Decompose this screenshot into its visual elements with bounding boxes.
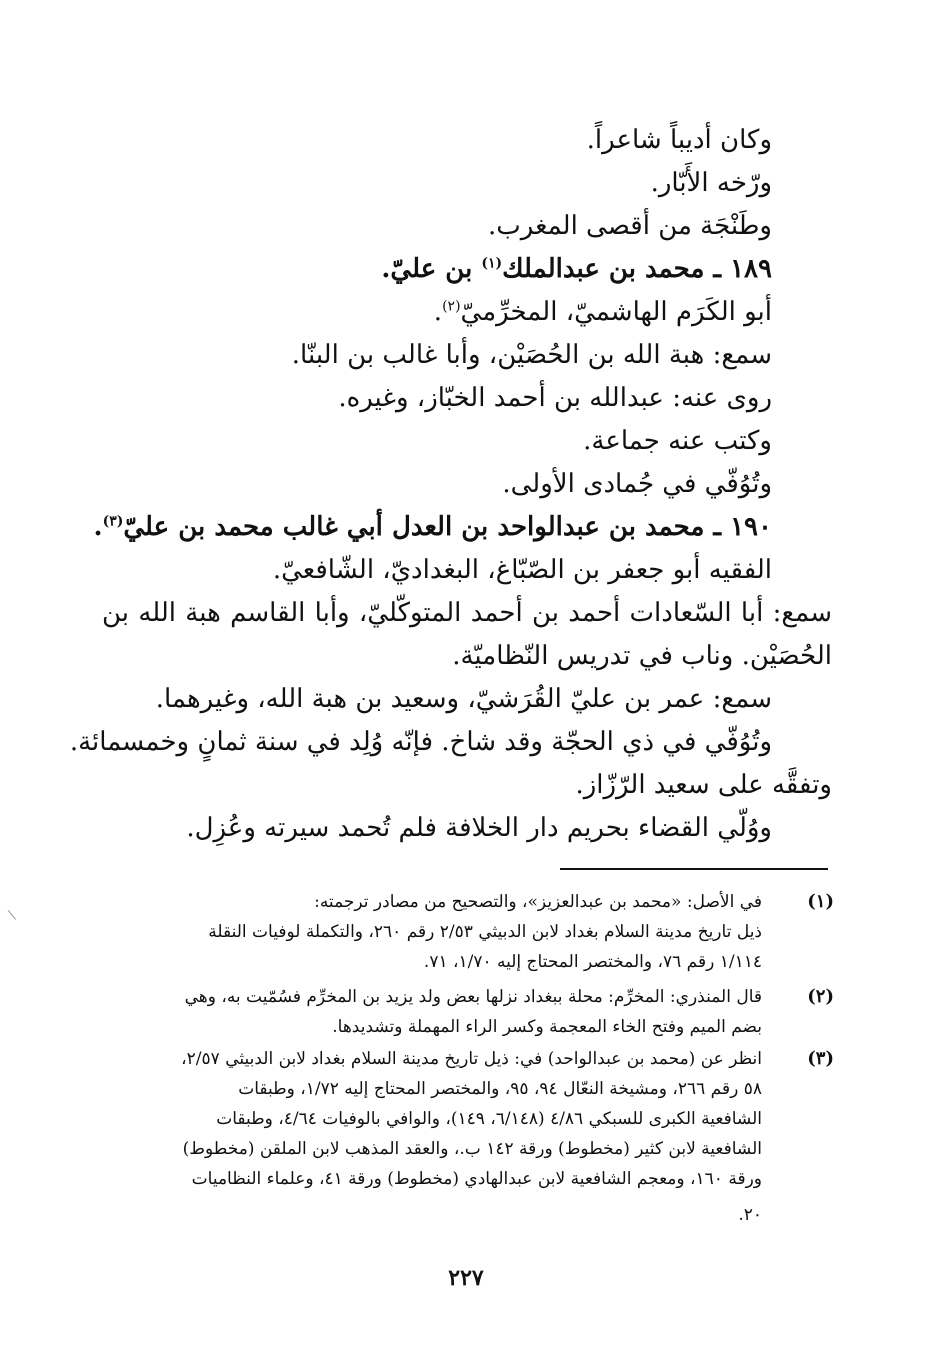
- margin-mark: [8, 902, 26, 920]
- entry-189-kunya: [434, 295, 772, 329]
- footnote-ref: (٢): [442, 298, 461, 315]
- footnote-separator: [560, 868, 828, 870]
- footnote-ref: (١): [481, 255, 503, 272]
- entry-heading-text: ١٩٠ ـ محمد بن عبدالواحد بن العدل أبي غالب محمد بن عليّ: [123, 512, 772, 542]
- body-line: سمع: عمر بن عليّ القُرَشيّ، وسعيد بن هبة الله، وغيرهما.: [155, 684, 772, 714]
- footnote-number: (٣): [807, 1048, 834, 1069]
- body-line: الحُصَيْن. وناب في تدريس النّظاميّة.: [452, 641, 832, 671]
- footnote-line: ٢٠.: [738, 1205, 762, 1225]
- body-line: ووُلّي القضاء بحريم دار الخلافة فلم تُحمد سيرته وعُزِل.: [186, 813, 772, 843]
- body-line: وتُوُفّي في جُمادى الأولى.: [502, 469, 772, 499]
- footnote-line: ٥٨ رقم ٢٦٦، ومشيخة النعّال ٩٤، ٩٥، والمختصر المحتاج إليه ١/٧٢، وطبقات: [238, 1079, 762, 1099]
- entry-heading-text: ١٨٩ ـ محمد بن عبدالملك: [502, 254, 772, 284]
- body-line: وطَنْجَة من أقصى المغرب.: [487, 211, 772, 241]
- punctuation: .: [93, 512, 103, 542]
- footnote-line: ورقة ١٦٠، ومعجم الشافعية لابن عبدالهادي (مخطوط) ورقة ٤١، وعلماء النظاميات: [191, 1169, 762, 1189]
- body-line: روى عنه: عبدالله بن أحمد الخبّاز، وغيره.: [338, 383, 772, 413]
- punctuation: .: [433, 297, 443, 327]
- entry-189-heading: [381, 252, 772, 286]
- body-line: وتفقَّه على سعيد الرّزّاز.: [575, 770, 832, 800]
- body-line: ورّخه الأَبّار.: [650, 168, 772, 198]
- body-line: الفقيه أبو جعفر بن الصّبّاغ، البغداديّ، الشّافعيّ.: [272, 555, 772, 585]
- footnote-line: الشافعية لابن كثير (مخطوط) ورقة ١٤٢ ب.، والعقد المذهب لابن الملقن (مخطوط): [182, 1139, 762, 1159]
- body-line: وكان أديباً شاعراً.: [586, 125, 772, 155]
- body-line: وتُوُفّي في ذي الحجّة وقد شاخ. فإنّه وُلِد في سنة ثمانٍ وخمسمائة.: [69, 727, 772, 757]
- footnote-line: انظر عن (محمد بن عبدالواحد) في: ذيل تاريخ مدينة السلام بغداد لابن الدبيثي ٢/٥٧،: [181, 1049, 762, 1069]
- footnote-line: بضم الميم وفتح الخاء المعجمة وكسر الراء المهملة وتشديدها.: [332, 1017, 762, 1037]
- footnote-line: الشافعية الكبرى للسبكي ٤/٨٦ (٦/١٤٨، ١٤٩)، والوافي بالوفيات ٤/٦٤، وطبقات: [216, 1109, 762, 1129]
- footnote-ref: (٣): [102, 513, 124, 530]
- body-line: سمع: هبة الله بن الحُصَيْن، وأبا غالب بن البنّا.: [291, 340, 772, 370]
- footnote-number: (١): [807, 891, 834, 912]
- footnote-line: قال المنذري: المخرِّم: محلة ببغداد نزلها بعض ولد يزيد بن المخرِّم فسُمّيت به، وهي: [184, 987, 762, 1007]
- page-number: ٢٢٧: [448, 1265, 484, 1291]
- footnote-line: ١/١١٤ رقم ٧٦، والمختصر المحتاج إليه ١/٧٠، ٧١.: [423, 952, 762, 972]
- footnote-line: ذيل تاريخ مدينة السلام بغداد لابن الدبيثي ٢/٥٣ رقم ٢٦٠، والتكملة لوفيات النقلة: [208, 922, 762, 942]
- body-line: سمع: أبا السّعادات أحمد بن أحمد المتوكّليّ، وأبا القاسم هبة الله بن: [102, 598, 832, 628]
- entry-190-heading: [94, 510, 772, 544]
- kunya-text: أبو الكَرَم الهاشميّ، المخرِّميّ: [460, 297, 772, 327]
- entry-heading-text: بن عليّ.: [381, 254, 482, 284]
- footnote-number: (٢): [807, 986, 834, 1007]
- footnote-line: في الأصل: «محمد بن عبدالعزيز»، والتصحيح من مصادر ترجمته:: [314, 892, 762, 912]
- body-line: وكتب عنه جماعة.: [583, 426, 772, 456]
